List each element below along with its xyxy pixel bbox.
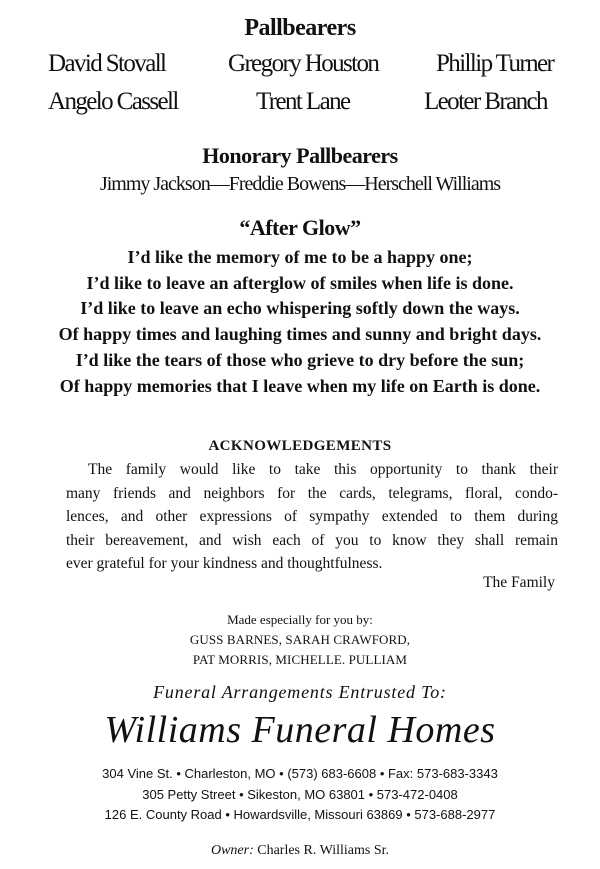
made-by-credits: [0, 610, 600, 670]
pallbearers-list: [0, 50, 600, 130]
pallbearer-name: Phillip Turner: [436, 50, 554, 77]
arrangements-heading: Funeral Arrangements Entrusted To:: [153, 682, 447, 702]
ack-line: many friends and neighbors for the cards, telegrams, floral, condo-: [66, 484, 558, 502]
honorary-pallbearers-heading: Honorary Pallbearers: [202, 143, 398, 168]
ack-line: their bereavement, and wish each of you to know they shall remain: [66, 531, 558, 549]
ack-line: ever grateful for your kindness and thoughtfulness.: [66, 555, 383, 572]
pallbearer-name: Trent Lane: [256, 88, 350, 115]
made-by-names: PAT MORRIS, MICHELLE. PULLIAM: [192, 652, 408, 667]
poem-line: I’d like the memory of me to be a happy one;: [127, 247, 473, 267]
honorary-pallbearers-names: Jimmy Jackson—Freddie Bowens—Herschell Williams: [99, 173, 501, 195]
address-line: 304 Vine St. • Charleston, MO • (573) 683-6608 • Fax: 573-683-3343: [102, 766, 498, 781]
made-by-names: GUSS BARNES, SARAH CRAWFORD,: [189, 632, 411, 647]
owner-line: [0, 843, 600, 859]
address-line: 126 E. County Road • Howardsville, Missouri 63869 • 573-688-2977: [104, 807, 496, 822]
owner-name: Charles R. Williams Sr.: [257, 843, 390, 858]
funeral-home-name: Williams Funeral Homes: [104, 709, 496, 751]
acknowledgements-signoff: The Family: [483, 574, 555, 591]
poem-line: I’d like the tears of those who grieve to dry before the sun;: [75, 349, 525, 370]
poem-line: I’d like to leave an afterglow of smiles when life is done.: [86, 272, 514, 293]
pallbearers-heading: Pallbearers: [244, 15, 356, 41]
acknowledgements-paragraph: [66, 458, 558, 576]
ack-line: The family would like to take this opportunity to thank their: [88, 461, 558, 478]
pallbearer-name: Angelo Cassell: [48, 88, 178, 115]
poem-line: I’d like to leave an echo whispering softly down the ways.: [80, 298, 520, 319]
acknowledgements-heading: ACKNOWLEDGEMENTS: [208, 438, 392, 454]
made-by-intro: Made especially for you by:: [227, 612, 373, 627]
owner-label: Owner:: [210, 843, 254, 858]
poem-line: Of happy times and laughing times and sunny and bright days.: [58, 324, 542, 345]
address-line: 305 Petty Street • Sikeston, MO 63801 • 573-472-0408: [142, 786, 458, 802]
poem-title: “After Glow”: [239, 215, 361, 240]
pallbearer-name: Gregory Houston: [228, 50, 379, 77]
funeral-home-addresses: [0, 764, 600, 826]
ack-line: lences, and other expressions of sympathy extended to them during: [66, 508, 558, 525]
poem-line: Of happy memories that I leave when my life on Earth is done.: [59, 375, 541, 396]
pallbearer-name: Leoter Branch: [424, 88, 547, 115]
poem-body: [0, 245, 600, 399]
pallbearer-name: David Stovall: [48, 50, 166, 77]
